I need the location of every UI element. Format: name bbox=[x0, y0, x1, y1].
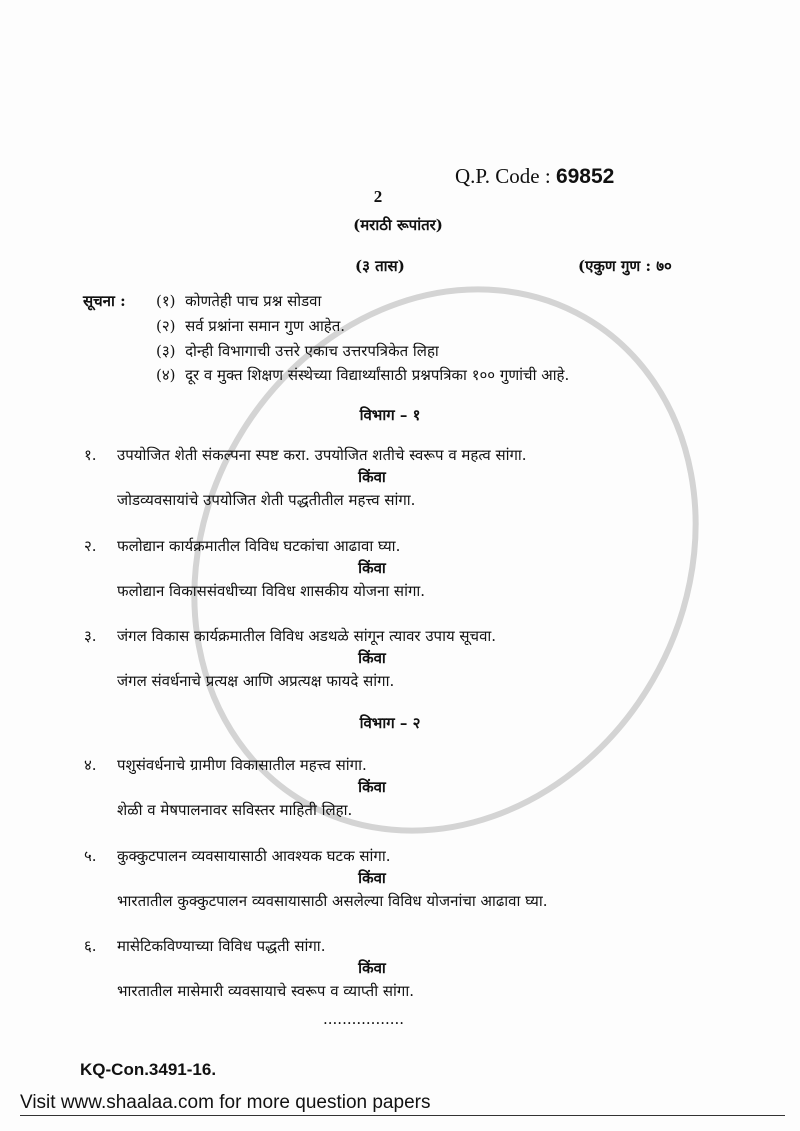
or-label: किंवा bbox=[358, 649, 386, 667]
alternative-question-text: फलोद्यान विकाससंवधीच्या विविध शासकीय योजना सांगा. bbox=[117, 582, 426, 600]
instruction-item bbox=[156, 292, 321, 310]
question-number: १. bbox=[84, 446, 97, 464]
question-number: २. bbox=[84, 537, 97, 555]
question-text: उपयोजित शेती संकल्पना स्पष्ट करा. उपयोजित शतीचे स्वरूप व महत्व सांगा. bbox=[117, 446, 527, 464]
section-title: विभाग – २ bbox=[359, 714, 421, 732]
question-number: ६. bbox=[84, 937, 97, 955]
instruction-text: दोन्ही विभागाची उत्तरे एकाच उत्तरपत्रिकेत लिहा bbox=[185, 342, 439, 360]
instruction-text: कोणतेही पाच प्रश्न सोडवा bbox=[185, 292, 322, 310]
question-number: ३. bbox=[84, 627, 97, 645]
or-label: किंवा bbox=[358, 869, 386, 887]
document-code: KQ-Con.3491-16. bbox=[80, 1060, 217, 1079]
question-text: कुक्कुटपालन व्यवसायासाठी आवश्यक घटक सांगा. bbox=[117, 847, 391, 865]
page-number: 2 bbox=[373, 187, 383, 206]
instruction-num: (२) bbox=[156, 317, 176, 335]
alternative-question-text: जोडव्यवसायांचे उपयोजित शेती पद्धतीतील महत्त्व सांगा. bbox=[117, 491, 416, 509]
instruction-num: (३) bbox=[156, 342, 176, 360]
qp-code-value: 69852 bbox=[555, 165, 615, 188]
question-number: ४. bbox=[84, 756, 97, 774]
question-text: जंगल विकास कार्यक्रमातील विविध अडथळे सांगून त्यावर उपाय सूचवा. bbox=[117, 627, 497, 645]
section-title: विभाग – १ bbox=[359, 406, 421, 424]
instruction-text: सर्व प्रश्नांना समान गुण आहेत. bbox=[185, 317, 346, 335]
footer-rule bbox=[20, 1115, 785, 1116]
alternative-question-text: भारतातील मासेमारी व्यवसायाचे स्वरूप व व्याप्ती सांगा. bbox=[117, 982, 414, 1000]
alternative-question-text: शेळी व मेषपालनावर सविस्तर माहिती लिहा. bbox=[117, 801, 353, 819]
alternative-question-text: जंगल संवर्धनाचे प्रत्यक्ष आणि अप्रत्यक्ष फायदे सांगा. bbox=[117, 672, 395, 690]
or-label: किंवा bbox=[358, 778, 386, 796]
question-number: ५. bbox=[84, 847, 97, 865]
instruction-num: (१) bbox=[156, 292, 176, 310]
qp-code-label: Q.P. Code : bbox=[455, 164, 551, 188]
instruction-num: (४) bbox=[156, 366, 176, 384]
qp-code bbox=[455, 164, 614, 189]
subtitle: (मराठी रूपांतर) bbox=[353, 216, 443, 234]
instruction-item bbox=[156, 317, 345, 335]
question-text: फलोद्यान कार्यक्रमातील विविध घटकांचा आढावा घ्या. bbox=[117, 537, 401, 555]
question-text: पशुसंवर्धनाचे ग्रामीण विकासातील महत्त्व सांगा. bbox=[117, 756, 367, 774]
instructions-label: सूचना : bbox=[83, 292, 126, 310]
instruction-item bbox=[156, 342, 439, 360]
or-label: किंवा bbox=[358, 559, 386, 577]
end-dots: ................. bbox=[323, 1010, 405, 1028]
or-label: किंवा bbox=[358, 468, 386, 486]
instruction-text: दूर व मुक्त शिक्षण संस्थेच्या विद्यार्थ्यांसाठी प्रश्नपत्रिका १०० गुणांची आहे. bbox=[185, 366, 570, 384]
alternative-question-text: भारतातील कुक्कुटपालन व्यवसायासाठी असलेल्या विविध योजनांचा आढावा घ्या. bbox=[117, 892, 548, 910]
duration: (३ तास) bbox=[355, 257, 405, 275]
question-text: मासेटिकविण्याच्या विविध पद्धती सांगा. bbox=[117, 937, 326, 955]
total-marks: (एकुण गुण : ७० bbox=[578, 257, 672, 275]
or-label: किंवा bbox=[358, 959, 386, 977]
instruction-item bbox=[156, 366, 569, 384]
footer-link[interactable]: Visit www.shaalaa.com for more question papers bbox=[20, 1092, 431, 1113]
